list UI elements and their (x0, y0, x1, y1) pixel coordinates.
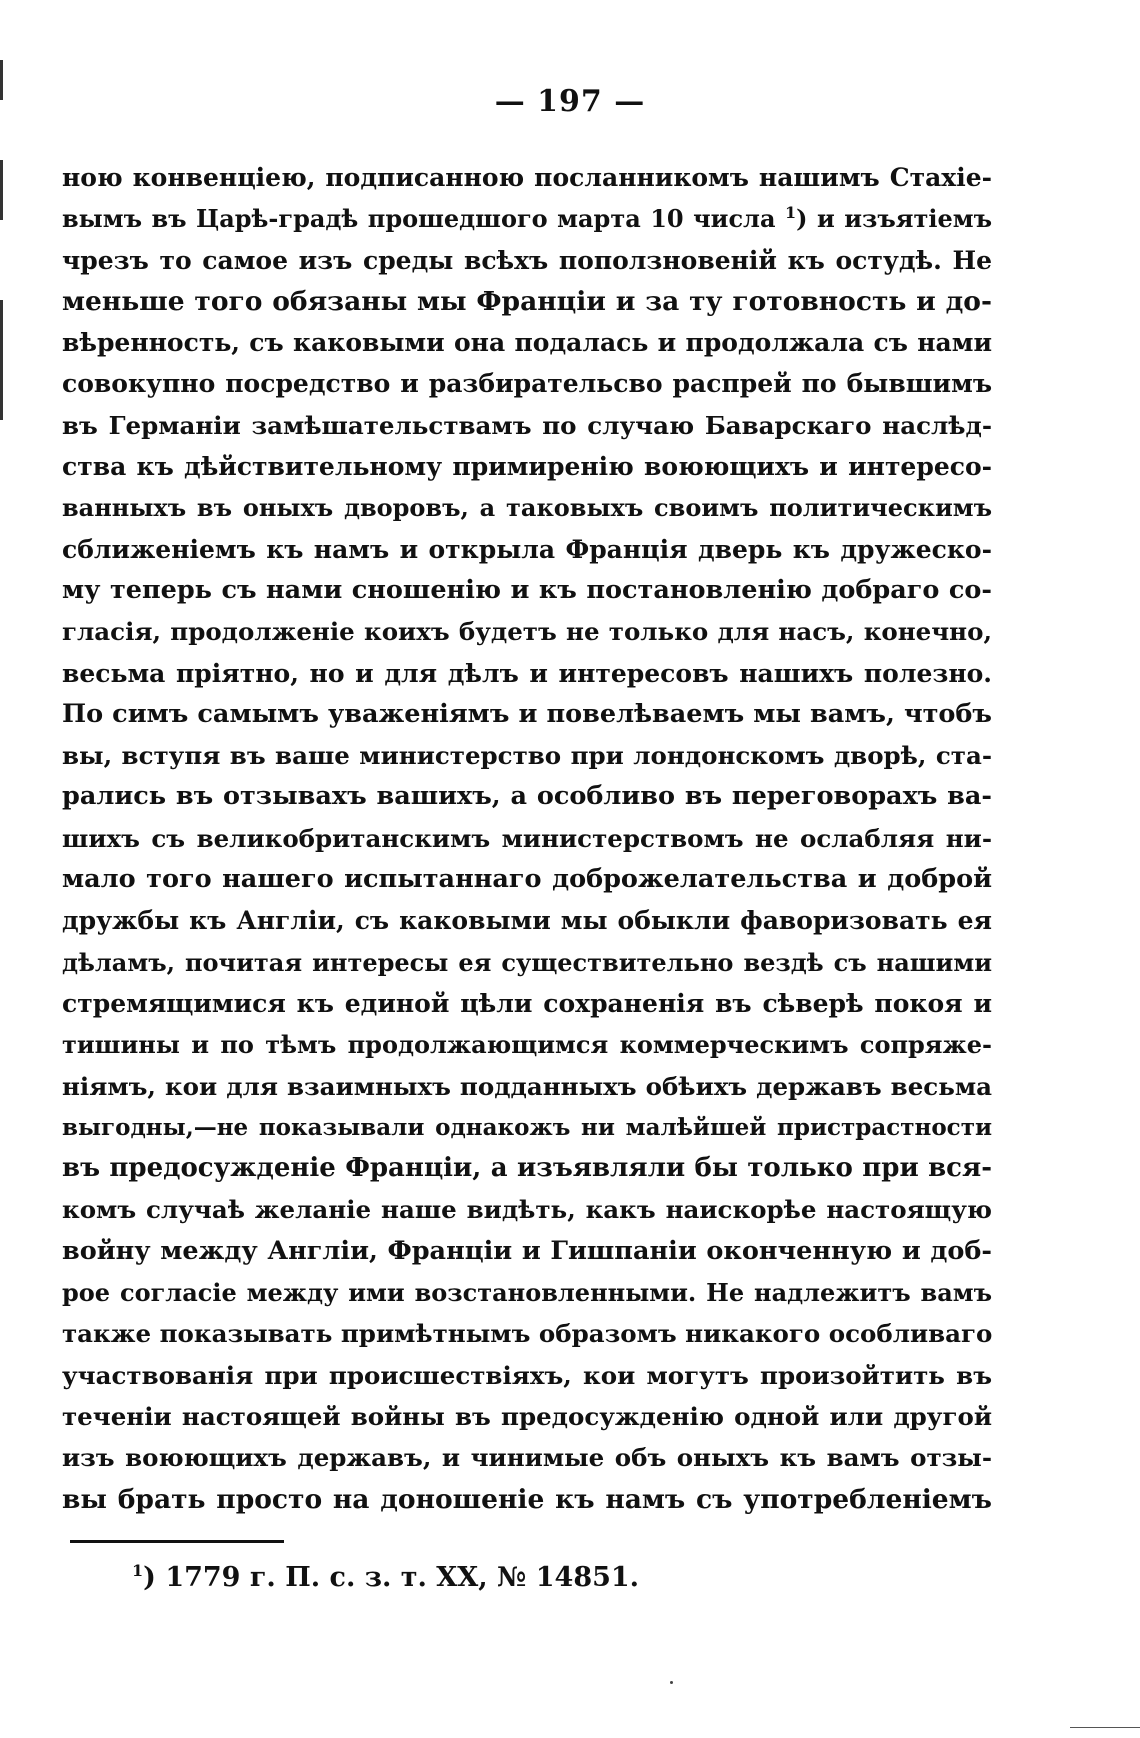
footnote-text: ) 1779 г. П. с. з. т. XX, № 14851. (143, 1562, 640, 1593)
text-line: дѣламъ, почитая интересы ея существительно вездѣ съ нашими (62, 947, 992, 977)
text-line: также показывать примѣтнымъ образомъ никакого особливаго (62, 1319, 993, 1349)
text-line: чрезъ то самое изъ среды всѣхъ поползновеній къ остудѣ. Не (62, 245, 992, 275)
text-line-with-note (62, 198, 992, 239)
text-line: дружбы къ Англіи, съ каковыми мы обыкли фаворизовать ея (62, 906, 992, 936)
text-line: въ Германіи замѣшательствамъ по случаю Баварскаго наслѣд- (62, 410, 992, 440)
text-line: шихъ съ великобританскимъ министерствомъ не ослабляя ни- (62, 823, 992, 853)
text-line: изъ воюющихъ державъ, и чинимые объ оныхъ къ вамъ отзы- (62, 1443, 992, 1473)
text-line: комъ случаѣ желаніе наше видѣть, какъ наискорѣе настоящую (62, 1195, 992, 1225)
text-line: По симъ самымъ уваженіямъ и повелѣваемъ мы вамъ, чтобъ (62, 698, 992, 729)
body-text (62, 157, 992, 1520)
scan-corner-line (1070, 1727, 1140, 1728)
text-line: тишины и по тѣмъ продолжающимся коммерческимъ сопряже- (62, 1030, 992, 1060)
text-line: рались въ отзывахъ вашихъ, а особливо въ переговорахъ ва- (62, 781, 992, 812)
text-line: ніямъ, кои для взаимныхъ подданныхъ обѣихъ державъ весьма (62, 1071, 992, 1101)
text-line: гласія, продолженіе коихъ будетъ не только для насъ, конечно, (62, 617, 992, 647)
scan-speck (670, 1681, 673, 1684)
text-line: ства къ дѣйствительному примиренію воюющихъ и интересо- (62, 452, 992, 482)
text-line: весьма пріятно, но и для дѣлъ и интересовъ нашихъ полезно. (62, 658, 992, 688)
text-line: рое согласіе между ими возстановленными. Не надлежитъ вамъ (62, 1278, 992, 1308)
text-line: участвованія при происшествіяхъ, кои могутъ произойтить въ (62, 1360, 992, 1390)
text-line-start: вымъ въ Царѣ-градѣ прошедшого марта 10 числа (62, 204, 785, 234)
footnote-marker: 1 (132, 1561, 144, 1580)
text-line: совокупно посредство и разбирательсво распрей по бывшимъ (62, 369, 992, 399)
text-line: ною конвенціею, подписанною посланникомъ нашимъ Стахіе- (62, 163, 992, 192)
text-line: вы брать просто на доношеніе къ намъ съ употребленіемъ (62, 1483, 992, 1515)
footnote (132, 1562, 639, 1593)
text-line-tail: ) и изъятіемъ (796, 204, 993, 234)
text-line: му теперь съ нами сношенію и къ постановленію добраго со- (62, 574, 992, 605)
text-line: вы, вступя въ ваше министерство при лондонскомъ дворѣ, ста- (62, 741, 992, 771)
text-line: меньше того обязаны мы Франціи и за ту готовность и до- (62, 285, 992, 317)
text-line: выгодны,—не показывали однакожъ ни малѣйшей пристрастности (62, 1113, 992, 1141)
text-line: стремящимися къ единой цѣли сохраненія въ сѣверѣ покоя и (62, 988, 992, 1018)
text-line: въ предосужденіе Франціи, а изъявляли бы только при вся- (62, 1153, 992, 1184)
text-line: вѣренность, съ каковыми она подалась и продолжала съ нами (62, 328, 992, 358)
footnote-divider (70, 1540, 284, 1543)
text-line: сближеніемъ къ намъ и открыла Франція дверь къ дружеско- (62, 534, 992, 564)
page-number: — 197 — (494, 84, 646, 119)
text-line: мало того нашего испытаннаго доброжелательства и доброй (62, 864, 992, 895)
text-line: теченіи настоящей войны въ предосужденію одной или другой (62, 1401, 992, 1431)
footnote-reference: 1 (785, 203, 797, 223)
text-line: ванныхъ въ оныхъ дворовъ, а таковыхъ своимъ политическимъ (62, 493, 992, 523)
text-line: войну между Англіи, Франціи и Гишпаніи оконченную и доб- (62, 1235, 992, 1266)
